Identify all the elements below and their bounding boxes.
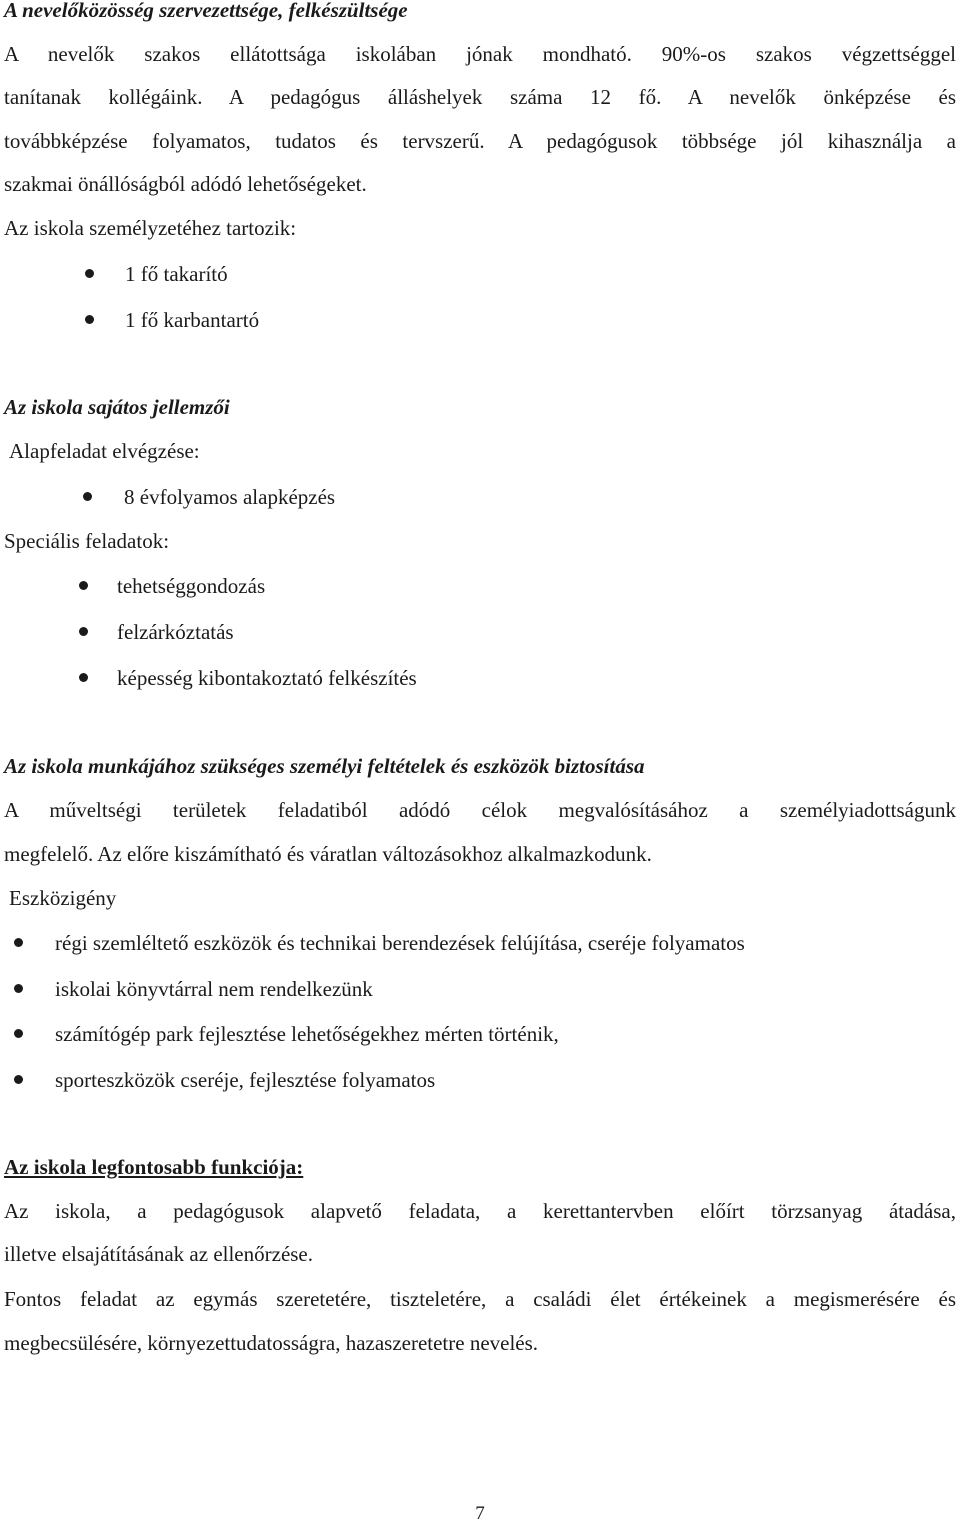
special-task-label: Speciális feladatok: — [4, 529, 170, 553]
bullet-icon — [14, 1075, 23, 1084]
paragraph-line: szakmai önállóságból adódó lehetőségeket. — [4, 172, 367, 196]
paragraph-line: Fontos feladat az egymás szeretetére, tiszteletére, a családi élet értékeinek a megismerésére és — [4, 1287, 956, 1311]
bullet-icon — [14, 938, 23, 947]
bullet-icon — [14, 1029, 23, 1038]
section-title-function: Az iskola legfontosabb funkciója: — [4, 1155, 304, 1179]
paragraph-line: Az iskola, a pedagógusok alapvető feladata, a kerettantervben előírt törzsanyag átadása, — [4, 1199, 956, 1223]
staff-item: 1 fő takarító — [125, 262, 228, 286]
equipment-label: Eszközigény — [9, 886, 117, 910]
paragraph-line: illetve elsajátításának az ellenőrzése. — [4, 1242, 314, 1266]
bullet-icon — [79, 627, 88, 636]
paragraph-line: A műveltségi területek feladatiból adódó célok megvalósításához a személyiadottságunk — [4, 798, 956, 822]
special-task-item: tehetséggondozás — [117, 574, 266, 598]
paragraph-line: megfelelő. Az előre kiszámítható és váratlan változásokhoz alkalmazkodunk. — [4, 842, 652, 866]
equipment-item: sporteszközök cseréje, fejlesztése folyamatos — [55, 1068, 436, 1092]
bullet-icon — [83, 492, 92, 501]
section-title-staff: A nevelőközösség szervezettsége, felkészültsége — [4, 0, 408, 22]
section-title-conditions: Az iskola munkájához szükséges személyi feltételek és eszközök biztosítása — [4, 754, 645, 778]
bullet-icon — [85, 315, 94, 324]
basic-task-label: Alapfeladat elvégzése: — [9, 439, 200, 463]
equipment-item: iskolai könyvtárral nem rendelkezünk — [55, 977, 373, 1001]
bullet-icon — [79, 581, 88, 590]
equipment-item: számítógép park fejlesztése lehetőségekhez mérten történik, — [55, 1022, 559, 1046]
paragraph-line: tanítanak kollégáink. A pedagógus álláshelyek száma 12 fő. A nevelők önképzése és — [4, 85, 956, 109]
paragraph-line: továbbképzése folyamatos, tudatos és tervszerű. A pedagógusok többsége jól kihasználja a — [4, 129, 956, 153]
paragraph-line: A nevelők szakos ellátottsága iskolában jónak mondható. 90%-os szakos végzettséggel — [4, 42, 956, 66]
special-task-item: képesség kibontakoztató felkészítés — [117, 666, 417, 690]
equipment-item: régi szemléltető eszközök és technikai berendezések felújítása, cseréje folyamatos — [55, 931, 745, 955]
special-task-item: felzárkóztatás — [117, 620, 234, 644]
paragraph-line: megbecsülésére, környezettudatosságra, hazaszeretetre nevelés. — [4, 1331, 539, 1355]
bullet-icon — [14, 984, 23, 993]
page-number: 7 — [475, 1503, 485, 1524]
bullet-icon — [85, 269, 94, 278]
bullet-icon — [79, 673, 88, 682]
section-title-characteristics: Az iskola sajátos jellemzői — [4, 395, 230, 419]
staff-item: 1 fő karbantartó — [125, 308, 260, 332]
basic-task-item: 8 évfolyamos alapképzés — [124, 485, 336, 509]
staff-intro: Az iskola személyzetéhez tartozik: — [4, 216, 297, 240]
